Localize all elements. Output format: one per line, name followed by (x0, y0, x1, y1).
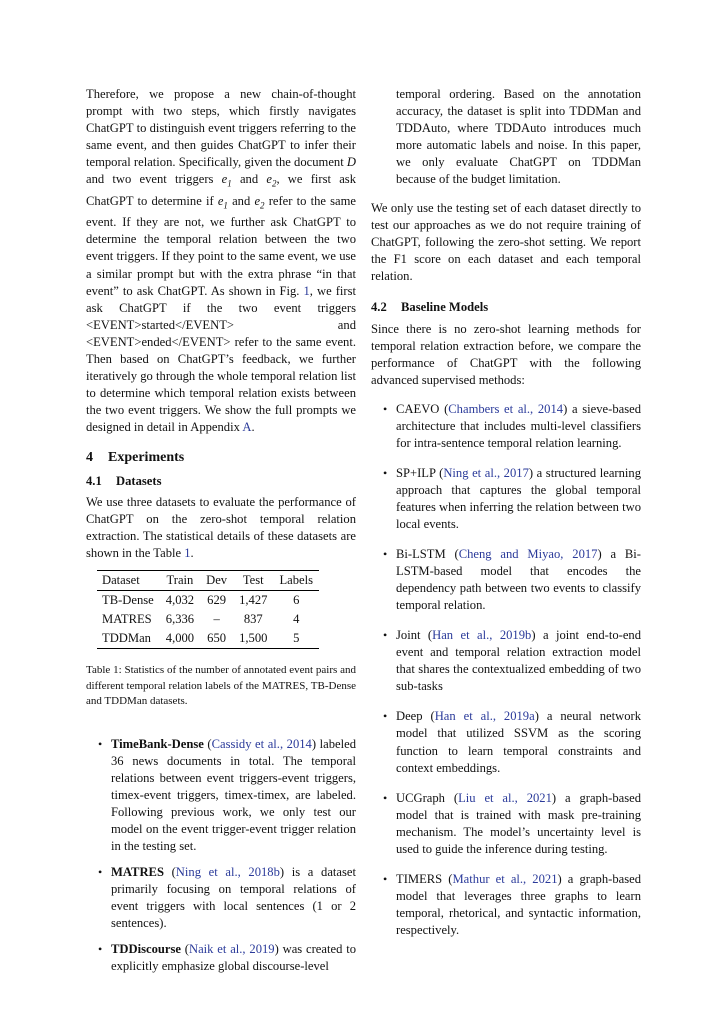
citation-link[interactable]: Ning et al., 2017 (443, 465, 529, 480)
citation-link[interactable]: Liu et al., 2021 (458, 790, 552, 805)
list-item: • CAEVO (Chambers et al., 2014) a sieve-based architecture that includes multi-level classifiers for intra-sentence temporal relation learning. (383, 401, 641, 450)
list-item: • Deep (Han et al., 2019a) a neural network model that utilized SSVM as the scoring function to learn temporal constraints and context embeddings. (383, 709, 641, 775)
table-row: MATRES 6,336 – 837 4 (102, 612, 300, 627)
table-row: TB-Dense 4,032 629 1,427 6 (97, 591, 319, 611)
citation-link[interactable]: Mathur et al., 2021 (452, 871, 558, 886)
baselines-list (371, 401, 641, 939)
left-column (86, 86, 356, 975)
appendix-link[interactable]: A (242, 419, 252, 434)
list-item: • MATRES (Ning et al., 2018b) is a dataset primarily focusing on temporal relations of event triggers with local sentences (1 or 2 sentences). (98, 865, 356, 931)
list-item: • TIMERS (Mathur et al., 2021) a graph-based model that leverages three graphs to learn temporal, rhetorical, and syntactic information, respectively. (383, 871, 642, 937)
list-item: • UCGraph (Liu et al., 2021) a graph-based model that is trained with mask pre-training mechanism. The model’s uncertainty level is used to guide the inference during testing. (383, 790, 642, 856)
list-item: • Bi-LSTM (Cheng and Miyao, 2017) a Bi-LSTM-based model that encodes the dependency path between two events to classify temporal relation. (383, 547, 642, 613)
citation-link[interactable]: Cheng and Miyao, 2017 (458, 547, 598, 562)
testing-paragraph: We only use the testing set of each dataset directly to test our approaches as we do not require training of ChatGPT, following the zero-shot setting. We report the F1 score on each dataset and each temporal relation. (371, 201, 641, 284)
table-link[interactable]: 1 (184, 546, 191, 561)
table-header-row: Dataset Train Dev Test Labels (97, 571, 319, 591)
section-4-1-heading: 4.1 Datasets (86, 473, 162, 488)
section-4-2-heading: 4.2 Baseline Models (371, 299, 489, 314)
citation-link[interactable]: Han et al., 2019a (434, 709, 535, 724)
section-4-heading: 4 Experiments (86, 449, 185, 465)
right-column (371, 86, 641, 939)
baseline-intro-paragraph: Since there is no zero-shot learning methods for temporal relation extraction before, we compare the performance of ChatGPT with the following advanced supervised methods: (371, 321, 641, 387)
citation-link[interactable]: Chambers et al., 2014 (448, 401, 564, 416)
citation-link[interactable]: Cassidy et al., 2014 (211, 736, 312, 751)
citation-link[interactable]: Han et al., 2019b (432, 628, 532, 643)
citation-link[interactable]: Naik et al., 2019 (188, 942, 275, 957)
dataset-stats-table (97, 570, 319, 649)
table-caption: Table 1: Statistics of the number of annotated event pairs and different temporal relation labels of the MATRES, TB-Dense and TDDMan datasets. (86, 664, 356, 708)
figure-link[interactable]: 1 (303, 283, 310, 298)
intro-paragraph: Therefore, we propose a new chain-of-thought prompt with two steps, which firstly navigates ChatGPT to distinguish event triggers referring to the same event, and then guides ChatGPT to infer their temporal relation. Specifically, given the document D and two event triggers $e_1$ and $e_2$, we first ask ChatGPT to determine if $e_1$ and $e_2$ refer to the same event. If they are not, we further ask ChatGPT to determine the temporal relation between the two event triggers. If they point to the same event, we use a similar prompt but with the extra phrase “in that event” to ask ChatGPT. As shown in Fig. 1, we first ask ChatGPT if the two event triggers <EVENT>started</EVENT> and <EVENT>ended</EVENT> refer to the same event. Then based on ChatGPT’s feedback, we further iteratively go through the whole temporal relation list to determine which temporal relation exists between the two event triggers. We show the full prompts we designed in detail in Appendix A. (86, 87, 356, 434)
datasets-paragraph: We use three datasets to evaluate the performance of ChatGPT on the zero-shot temporal relation extraction. The statistical details of these datasets are shown in the Table 1. (86, 494, 356, 561)
list-item: • TimeBank-Dense (Cassidy et al., 2014) labeled 36 news documents in total. The temporal relations between event triggers-event triggers, timex-event triggers, timex-timex, are labeled. Following previous work, we only test our model on the event trigger-event trigger relation in the testing set. (98, 736, 356, 854)
tddiscourse-continued: temporal ordering. Based on the annotation accuracy, the dataset is split into TDDMan and TDDAuto, where TDDAuto introduces much more automatic labels and noise. In this paper, we only evaluate ChatGPT on TDDMan because of the budget limitation. (396, 87, 641, 187)
citation-link[interactable]: Ning et al., 2018b (175, 865, 280, 880)
table-row: TDDMan 4,000 650 1,500 5 (97, 629, 319, 649)
list-item: • TDDiscourse (Naik et al., 2019) was created to explicitly emphasize global discourse-level (98, 942, 356, 974)
datasets-list (86, 736, 356, 976)
list-item: • SP+ILP (Ning et al., 2017) a structured learning approach that captures the global temporal features when inferring the relation between two local events. (383, 465, 641, 531)
list-item: • Joint (Han et al., 2019b) a joint end-to-end event and temporal relation extraction model that shares the contextualized embedding of two sub-tasks (383, 628, 642, 694)
